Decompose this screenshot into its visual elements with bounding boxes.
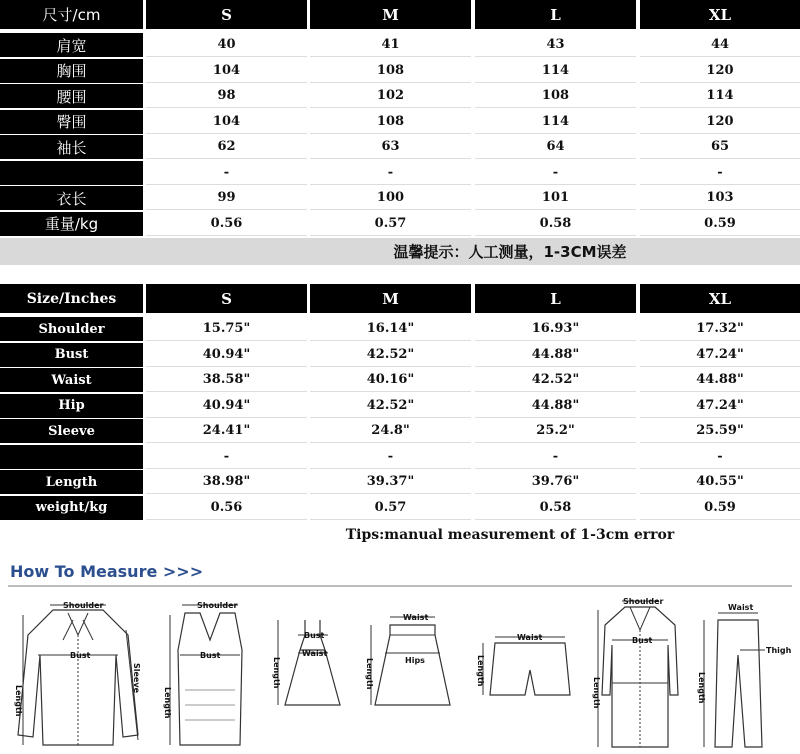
table-cell: 16.14" xyxy=(310,317,471,341)
table-cell: 0.56 xyxy=(146,212,307,236)
how-to-measure-title: How To Measure >>> xyxy=(10,562,204,581)
row-label: 胸围 xyxy=(0,59,143,83)
table-row xyxy=(0,84,800,108)
table-cell: 47.24" xyxy=(640,343,800,367)
tank-top-diagram xyxy=(160,595,260,750)
table-cell: 39.37" xyxy=(310,470,471,494)
table-row xyxy=(0,470,800,494)
table-cell: - xyxy=(640,161,800,185)
row-label xyxy=(0,161,143,185)
bust-label: Bust xyxy=(200,651,221,660)
cm-note xyxy=(0,238,800,265)
table-cell: 40 xyxy=(146,33,307,57)
table-cell: 38.98" xyxy=(146,470,307,494)
table-cell: 120 xyxy=(640,110,800,134)
table-cell: 0.59 xyxy=(640,212,800,236)
thigh-label: Thigh xyxy=(766,646,792,655)
table-header-row xyxy=(0,0,800,24)
table-header-row xyxy=(0,284,800,308)
header-size: L xyxy=(475,284,636,313)
table-cell: 16.93" xyxy=(475,317,636,341)
table-row xyxy=(0,59,800,83)
table-cell: 40.55" xyxy=(640,470,800,494)
hips-label: Hips xyxy=(405,656,425,665)
row-label: Shoulder xyxy=(0,317,143,341)
table-cell: 44.88" xyxy=(475,343,636,367)
table-cell: 42.52" xyxy=(475,368,636,392)
table-cell: 100 xyxy=(310,186,471,210)
table-cell: 0.56 xyxy=(146,496,307,520)
table-cell: 114 xyxy=(475,110,636,134)
header-size: M xyxy=(310,284,471,313)
table-cell: 41 xyxy=(310,33,471,57)
row-label: Waist xyxy=(0,368,143,392)
table-cell: - xyxy=(475,445,636,469)
table-row xyxy=(0,394,800,418)
waist-label: Waist xyxy=(728,603,754,612)
row-label: Sleeve xyxy=(0,419,143,443)
divider xyxy=(8,585,792,587)
length-label: Length xyxy=(697,672,706,704)
table-cell: 40.94" xyxy=(146,343,307,367)
skirt-diagram xyxy=(365,595,460,750)
waist-label: Waist xyxy=(517,633,543,642)
table-cell: 108 xyxy=(310,59,471,83)
header-size: XL xyxy=(640,284,800,313)
header-size: L xyxy=(475,0,636,29)
table-cell: 0.58 xyxy=(475,212,636,236)
table-row xyxy=(0,212,800,236)
table-cell: 42.52" xyxy=(310,394,471,418)
table-cell: 17.32" xyxy=(640,317,800,341)
table-cell: 103 xyxy=(640,186,800,210)
length-label: Length xyxy=(272,657,281,689)
table-cell: 101 xyxy=(475,186,636,210)
length-label: Length xyxy=(14,685,23,717)
dress-diagram xyxy=(270,595,360,750)
table-cell: 98 xyxy=(146,84,307,108)
table-cell: 0.57 xyxy=(310,496,471,520)
shorts-diagram xyxy=(475,595,585,750)
row-label xyxy=(0,445,143,469)
length-label: Length xyxy=(592,677,601,709)
row-label: weight/kg xyxy=(0,496,143,520)
table-cell: 44 xyxy=(640,33,800,57)
row-label: 重量/kg xyxy=(0,212,143,236)
table-cell: 24.8" xyxy=(310,419,471,443)
shoulder-label: Shoulder xyxy=(63,601,104,610)
table-cell: 25.59" xyxy=(640,419,800,443)
header-label: 尺寸/cm xyxy=(0,0,143,29)
waist-label: Waist xyxy=(403,613,429,622)
table-cell: 39.76" xyxy=(475,470,636,494)
table-cell: 108 xyxy=(475,84,636,108)
table-cell: 65 xyxy=(640,135,800,159)
trousers-diagram xyxy=(690,595,795,750)
table-cell: 40.94" xyxy=(146,394,307,418)
header-size: M xyxy=(310,0,471,29)
header-size: S xyxy=(146,284,307,313)
table-cell: 15.75" xyxy=(146,317,307,341)
header-label: Size/Inches xyxy=(0,284,143,313)
row-label: 衣长 xyxy=(0,186,143,210)
length-label: Length xyxy=(365,658,374,690)
row-label: 臀围 xyxy=(0,110,143,134)
table-cell: 38.58" xyxy=(146,368,307,392)
table-cell: 42.52" xyxy=(310,343,471,367)
table-cell: 24.41" xyxy=(146,419,307,443)
table-cell: 47.24" xyxy=(640,394,800,418)
sleeve-label: Sleeve xyxy=(132,663,141,693)
table-row xyxy=(0,110,800,134)
table-cell: 0.57 xyxy=(310,212,471,236)
table-cell: 63 xyxy=(310,135,471,159)
shoulder-label: Shoulder xyxy=(197,601,238,610)
table-cell: - xyxy=(146,161,307,185)
table-cell: 62 xyxy=(146,135,307,159)
note-text: 温馨提示：人工测量，1-3CM误差 xyxy=(393,243,627,261)
table-cell: 120 xyxy=(640,59,800,83)
waist-label: Waist xyxy=(302,649,328,658)
table-row xyxy=(0,445,800,469)
table-cell: 114 xyxy=(640,84,800,108)
table-row xyxy=(0,186,800,210)
note-text: Tips:manual measurement of 1-3cm error xyxy=(345,526,675,543)
table-row xyxy=(0,343,800,367)
table-cell: 104 xyxy=(146,110,307,134)
table-row xyxy=(0,419,800,443)
table-row xyxy=(0,496,800,520)
table-cell: 25.2" xyxy=(475,419,636,443)
shoulder-label: Shoulder xyxy=(623,597,664,606)
table-cell: - xyxy=(310,445,471,469)
row-label: 肩宽 xyxy=(0,33,143,57)
row-label: 腰围 xyxy=(0,84,143,108)
coat-diagram xyxy=(590,595,690,750)
table-cell: 102 xyxy=(310,84,471,108)
table-cell: 44.88" xyxy=(640,368,800,392)
row-label: Hip xyxy=(0,394,143,418)
row-label: 袖长 xyxy=(0,135,143,159)
table-cell: - xyxy=(146,445,307,469)
bust-label: Bust xyxy=(304,631,325,640)
table-row xyxy=(0,317,800,341)
table-row xyxy=(0,161,800,185)
row-label: Bust xyxy=(0,343,143,367)
bust-label: Bust xyxy=(632,636,653,645)
table-cell: 114 xyxy=(475,59,636,83)
table-cell: 0.59 xyxy=(640,496,800,520)
table-cell: 108 xyxy=(310,110,471,134)
table-cell: 43 xyxy=(475,33,636,57)
table-row xyxy=(0,135,800,159)
table-cell: 64 xyxy=(475,135,636,159)
table-cell: 0.58 xyxy=(475,496,636,520)
table-cell: - xyxy=(475,161,636,185)
table-cell: 99 xyxy=(146,186,307,210)
length-label: Length xyxy=(476,655,485,687)
table-cell: - xyxy=(640,445,800,469)
table-cell: 40.16" xyxy=(310,368,471,392)
inch-note xyxy=(0,522,800,547)
length-label: Length xyxy=(163,687,172,719)
row-label: Length xyxy=(0,470,143,494)
blouse-diagram xyxy=(8,595,148,750)
table-cell: - xyxy=(310,161,471,185)
header-size: S xyxy=(146,0,307,29)
table-row xyxy=(0,33,800,57)
table-row xyxy=(0,368,800,392)
table-cell: 104 xyxy=(146,59,307,83)
table-cell: 44.88" xyxy=(475,394,636,418)
header-size: XL xyxy=(640,0,800,29)
bust-label: Bust xyxy=(70,651,91,660)
